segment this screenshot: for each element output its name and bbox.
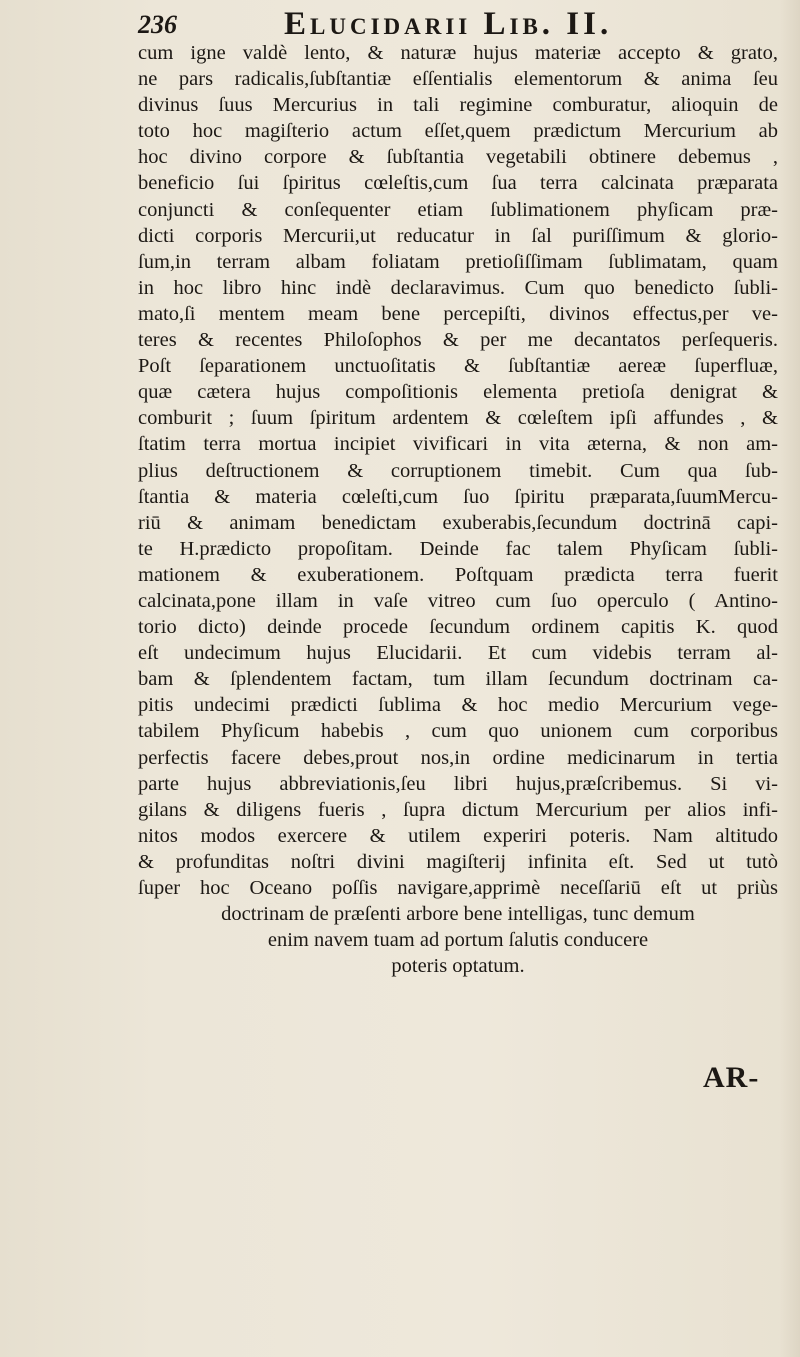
text-line: mationem & exuberationem. Poſtquam prædicta terra fuerit	[138, 563, 778, 586]
text-line: torio dicto) deinde procede ſecundum ordinem capitis K. quod	[138, 616, 778, 639]
text-line: toto hoc magiſterio actum eſſet,quem prædictum Mercurium ab	[138, 120, 778, 143]
text-line: beneficio ſui ſpiritus cœleſtis,cum ſua terra calcinata præparata	[138, 172, 778, 195]
text-line: ſtantia & materia cœleſti,cum ſuo ſpiritu præparata,ſuumMercu-	[138, 485, 778, 508]
text-line: conjuncti & conſequenter etiam ſublimationem phyſicam præ-	[138, 198, 778, 221]
text-line: divinus ſuus Mercurius in tali regimine comburatur, alioquin de	[138, 94, 778, 117]
text-line: doctrinam de præſenti arbore bene intelligas, tunc demum	[221, 903, 695, 926]
text-line: teres & recentes Philoſophos & per me decantatos perſequeris.	[138, 329, 778, 352]
text-line: hoc divino corpore & ſubſtantia vegetabili obtinere debemus ,	[138, 146, 778, 169]
body-text	[138, 40, 778, 979]
text-line: plius deſtructionem & corruptionem timebit. Cum qua ſub-	[138, 459, 778, 482]
text-line: comburit ; ſuum ſpiritum ardentem & cœleſtem ipſi affundes , &	[138, 407, 778, 430]
text-line: pitis undecimi prædicti ſublima & hoc medio Mercurium vege-	[138, 694, 778, 717]
running-head: Elucidarii Lib. II.	[284, 6, 613, 42]
text-line: parte hujus abbreviationis,ſeu libri hujus,præſcribemus. Si vi-	[138, 772, 778, 795]
text-line: riū & animam benedictam exuberabis,ſecundum doctrinā capi-	[138, 511, 778, 534]
text-line: bam & ſplendentem factam, tum illam ſecundum doctrinam ca-	[138, 668, 778, 691]
text-line: ſuper hoc Oceano poſſis navigare,apprimè neceſſariū eſt ut priùs	[138, 877, 778, 899]
text-line: ſum,in terram albam foliatam pretioſiſſimam ſublimatam, quam	[138, 250, 778, 273]
text-line: nitos modos exercere & utilem experiri poteris. Nam altitudo	[138, 824, 778, 847]
text-line: enim navem tuam ad portum ſalutis conducere	[267, 929, 649, 952]
text-line: perfectis facere debes,prout nos,in ordine medicinarum in tertia	[138, 746, 778, 769]
catchword: AR-	[703, 1061, 760, 1094]
text-line: in hoc libro hinc indè declaravimus. Cum quo benedicto ſubli-	[138, 276, 778, 299]
text-line: dicti corporis Mercurii,ut reducatur in ſal puriſſimum & glorio-	[138, 224, 778, 247]
text-line: eſt undecimum hujus Elucidarii. Et cum videbis terram al-	[138, 642, 778, 665]
text-line: poteris optatum.	[391, 955, 525, 978]
page-number: 236	[138, 10, 177, 39]
page-header	[138, 6, 778, 44]
text-line: quæ cætera hujus compoſitionis elementa pretioſa denigrat &	[138, 381, 778, 404]
page-edge-shadow	[780, 0, 800, 1357]
text-line: calcinata,pone illam in vaſe vitreo cum ſuo operculo ( Antino-	[138, 589, 778, 612]
text-line: tabilem Phyſicum habebis , cum quo unionem cum corporibus	[138, 720, 778, 743]
text-line: mato,ſi mentem meam bene percepiſti, divinos effectus,per ve-	[138, 302, 778, 325]
text-line: ſtatim terra mortua incipiet vivificari in vita æterna, & non am-	[138, 433, 778, 456]
text-line: te H.prædicto propoſitam. Deinde fac talem Phyſicam ſubli-	[138, 537, 778, 560]
text-line: gilans & diligens fueris , ſupra dictum Mercurium per alios infi-	[138, 798, 778, 821]
text-line: ne pars radicalis,ſubſtantiæ eſſentialis elementorum & anima ſeu	[138, 68, 778, 91]
text-line: Poſt ſeparationem unctuoſitatis & ſubſtantiæ aereæ ſuperfluæ,	[138, 355, 778, 378]
text-line: cum igne valdè lento, & naturæ hujus materiæ accepto & grato,	[138, 42, 778, 64]
text-line: & profunditas noſtri divini magiſterij infinita eſt. Sed ut tutò	[138, 850, 778, 873]
